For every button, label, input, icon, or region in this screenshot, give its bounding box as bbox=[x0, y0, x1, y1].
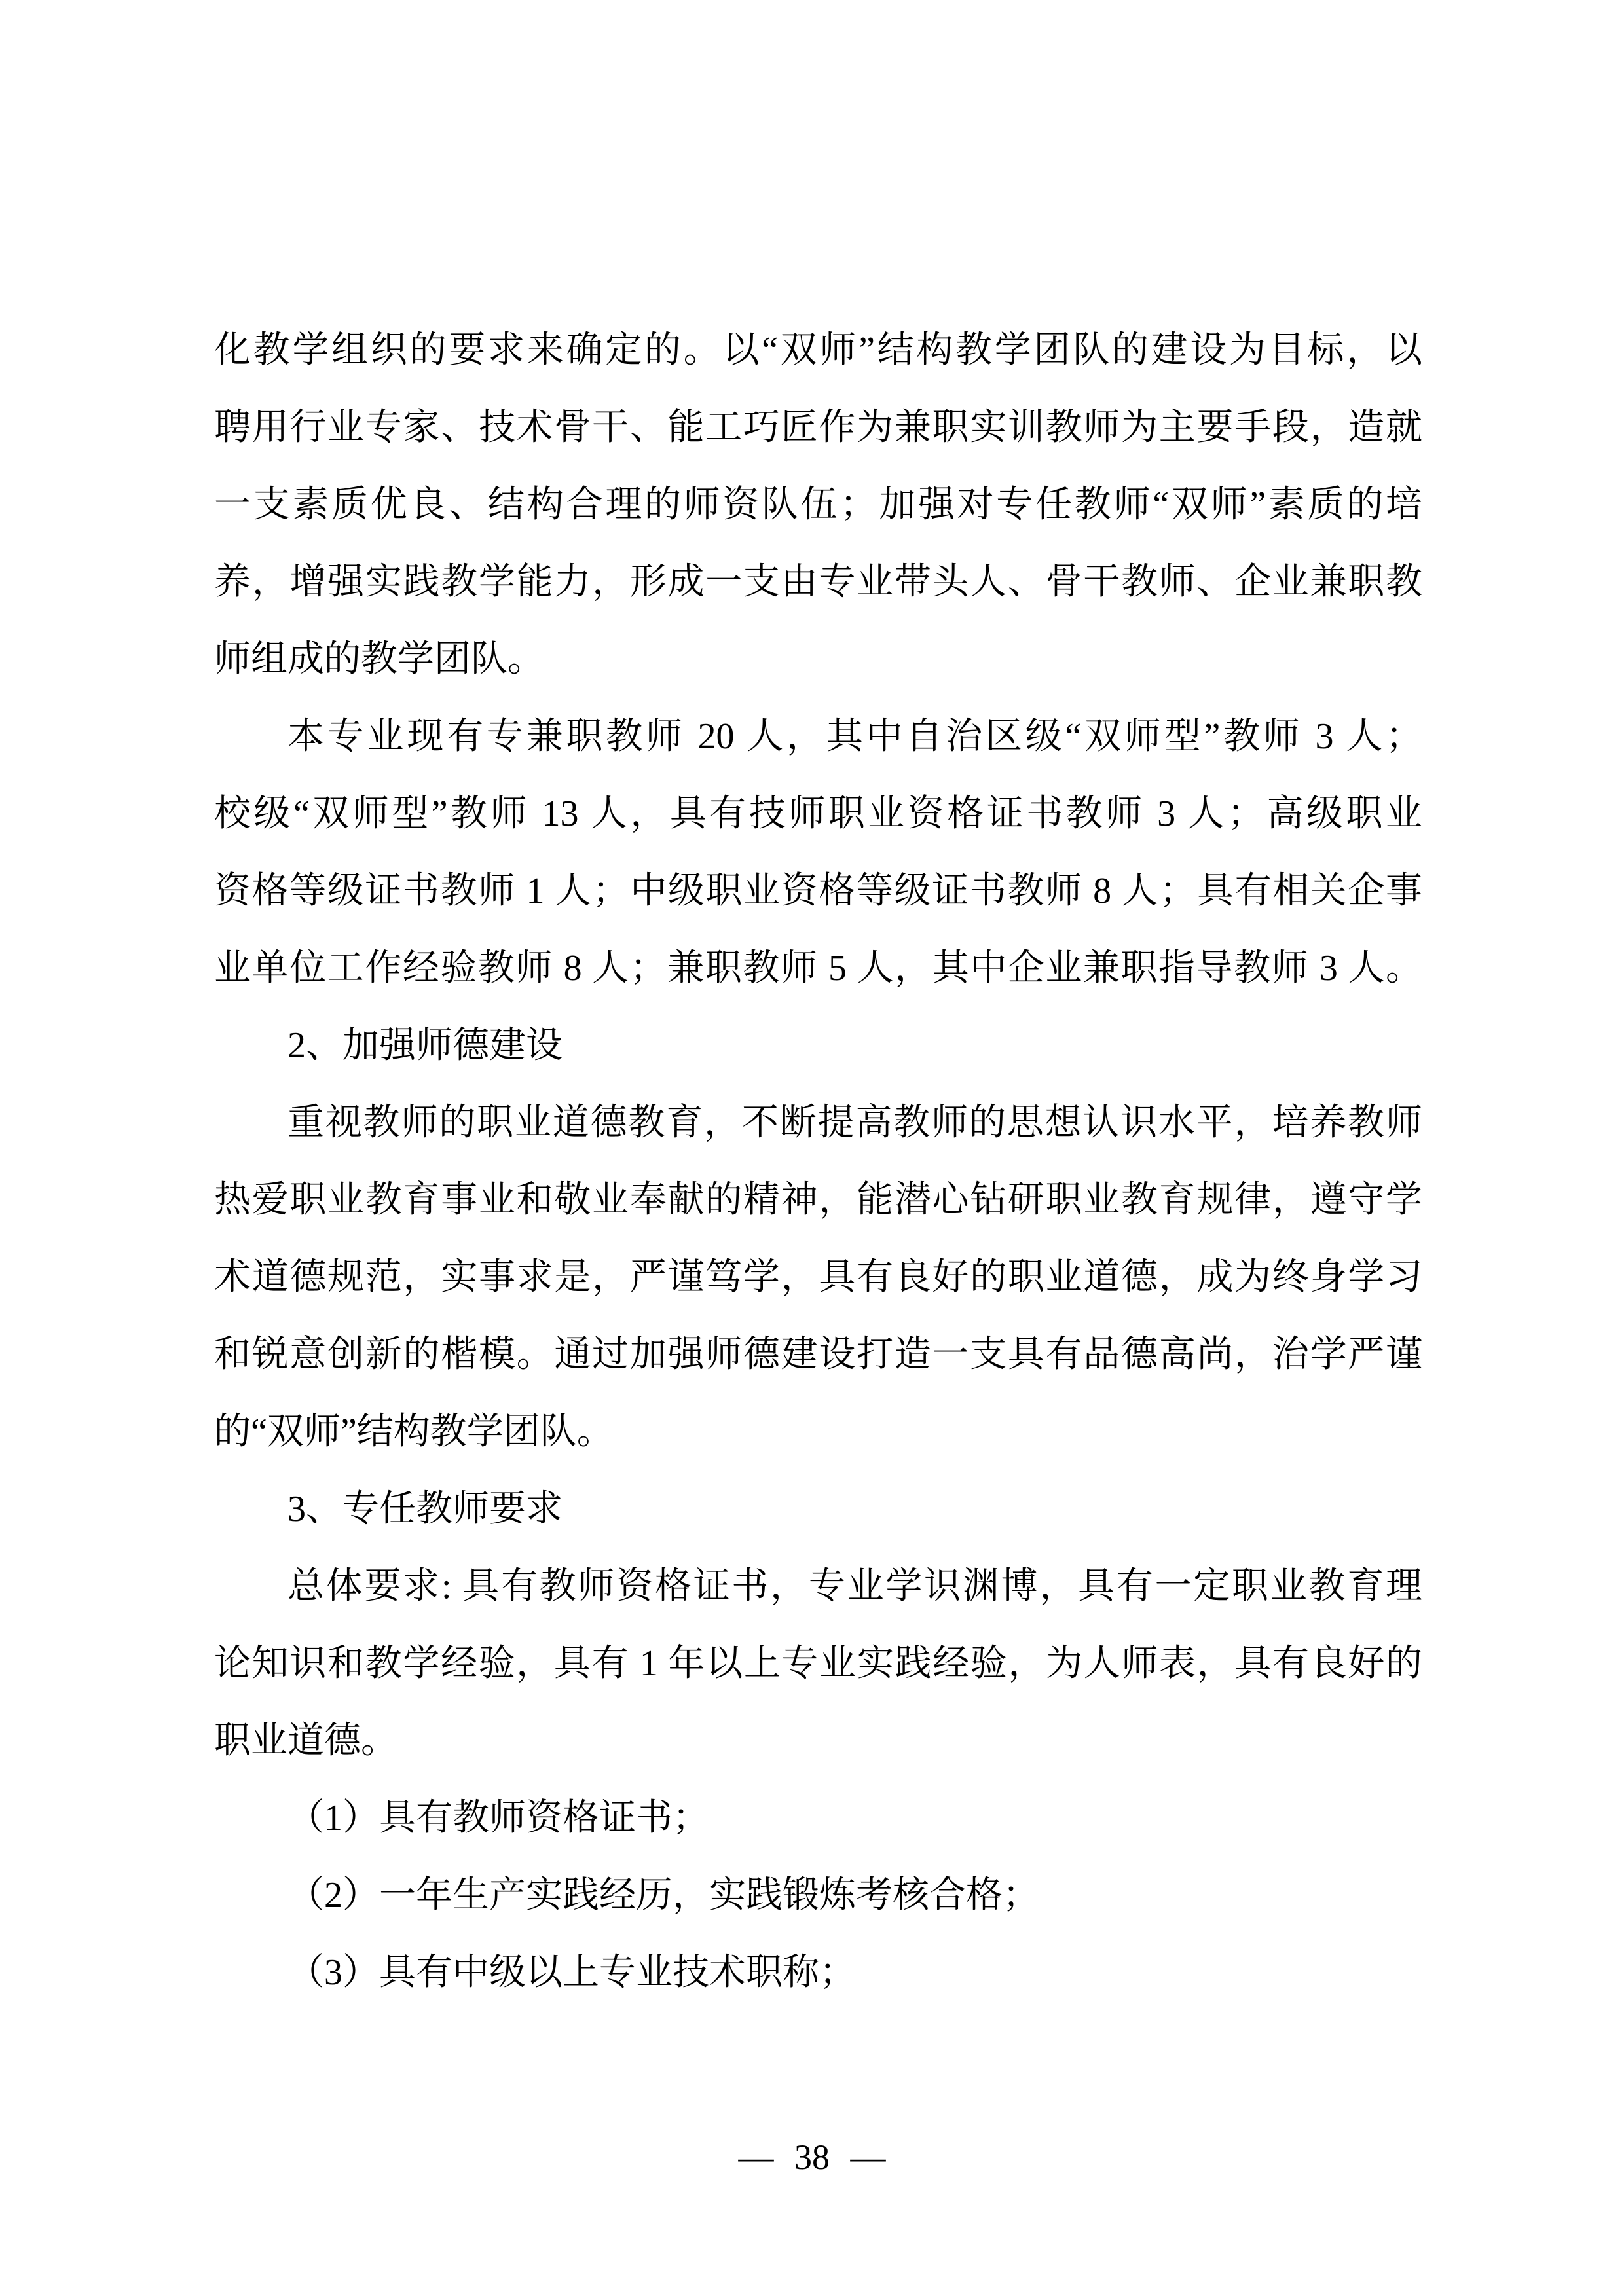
text-line: 一支素质优良、结构合理的师资队伍；加强对专任教师“双师”素质的培 bbox=[214, 484, 1422, 525]
text-line: 职业道德。 bbox=[214, 1721, 397, 1761]
list-item: （3）具有中级以上专业技术职称； bbox=[287, 1952, 856, 1993]
text-line: 和锐意创新的楷模。通过加强师德建设打造一支具有品德高尚，治学严谨 bbox=[214, 1334, 1422, 1375]
text-line: 论知识和教学经验，具有 1 年以上专业实践经验，为人师表，具有良好的 bbox=[214, 1643, 1422, 1684]
text-line: 热爱职业教育事业和敬业奉献的精神，能潜心钻研职业教育规律，遵守学 bbox=[214, 1180, 1422, 1220]
section-heading: 3、专任教师要求 bbox=[287, 1489, 563, 1529]
text-line: 本专业现有专兼职教师 20 人，其中自治区级“双师型”教师 3 人； bbox=[287, 716, 1422, 757]
list-item: （2）一年生产实践经历，实践锻炼考核合格； bbox=[287, 1875, 1039, 1916]
text-line: 的“双师”结构教学团队。 bbox=[214, 1412, 614, 1452]
page-number: — 38 — bbox=[738, 2138, 886, 2177]
text-line: 聘用行业专家、技术骨干、能工巧匠作为兼职实训教师为主要手段，造就 bbox=[214, 407, 1422, 448]
text-line: 资格等级证书教师 1 人；中级职业资格等级证书教师 8 人；具有相关企事 bbox=[214, 871, 1422, 911]
page-body bbox=[214, 312, 1422, 2011]
list-item: （1）具有教师资格证书； bbox=[287, 1798, 709, 1838]
text-line: 化教学组织的要求来确定的。以“双师”结构教学团队的建设为目标，以 bbox=[214, 330, 1422, 371]
text-line: 术道德规范，实事求是，严谨笃学，具有良好的职业道德，成为终身学习 bbox=[214, 1257, 1422, 1298]
text-line: 校级“双师型”教师 13 人，具有技师职业资格证书教师 3 人；高级职业 bbox=[214, 793, 1422, 834]
text-line: 师组成的教学团队。 bbox=[214, 639, 544, 680]
section-heading: 2、加强师德建设 bbox=[287, 1025, 563, 1066]
text-line: 养，增强实践教学能力，形成一支由专业带头人、骨干教师、企业兼职教 bbox=[214, 562, 1422, 602]
text-line: 总体要求: 具有教师资格证书，专业学识渊博，具有一定职业教育理 bbox=[287, 1566, 1422, 1607]
text-line: 重视教师的职业道德教育，不断提高教师的思想认识水平，培养教师 bbox=[287, 1102, 1422, 1143]
text-line: 业单位工作经验教师 8 人；兼职教师 5 人，其中企业兼职指导教师 3 人。 bbox=[214, 948, 1422, 989]
